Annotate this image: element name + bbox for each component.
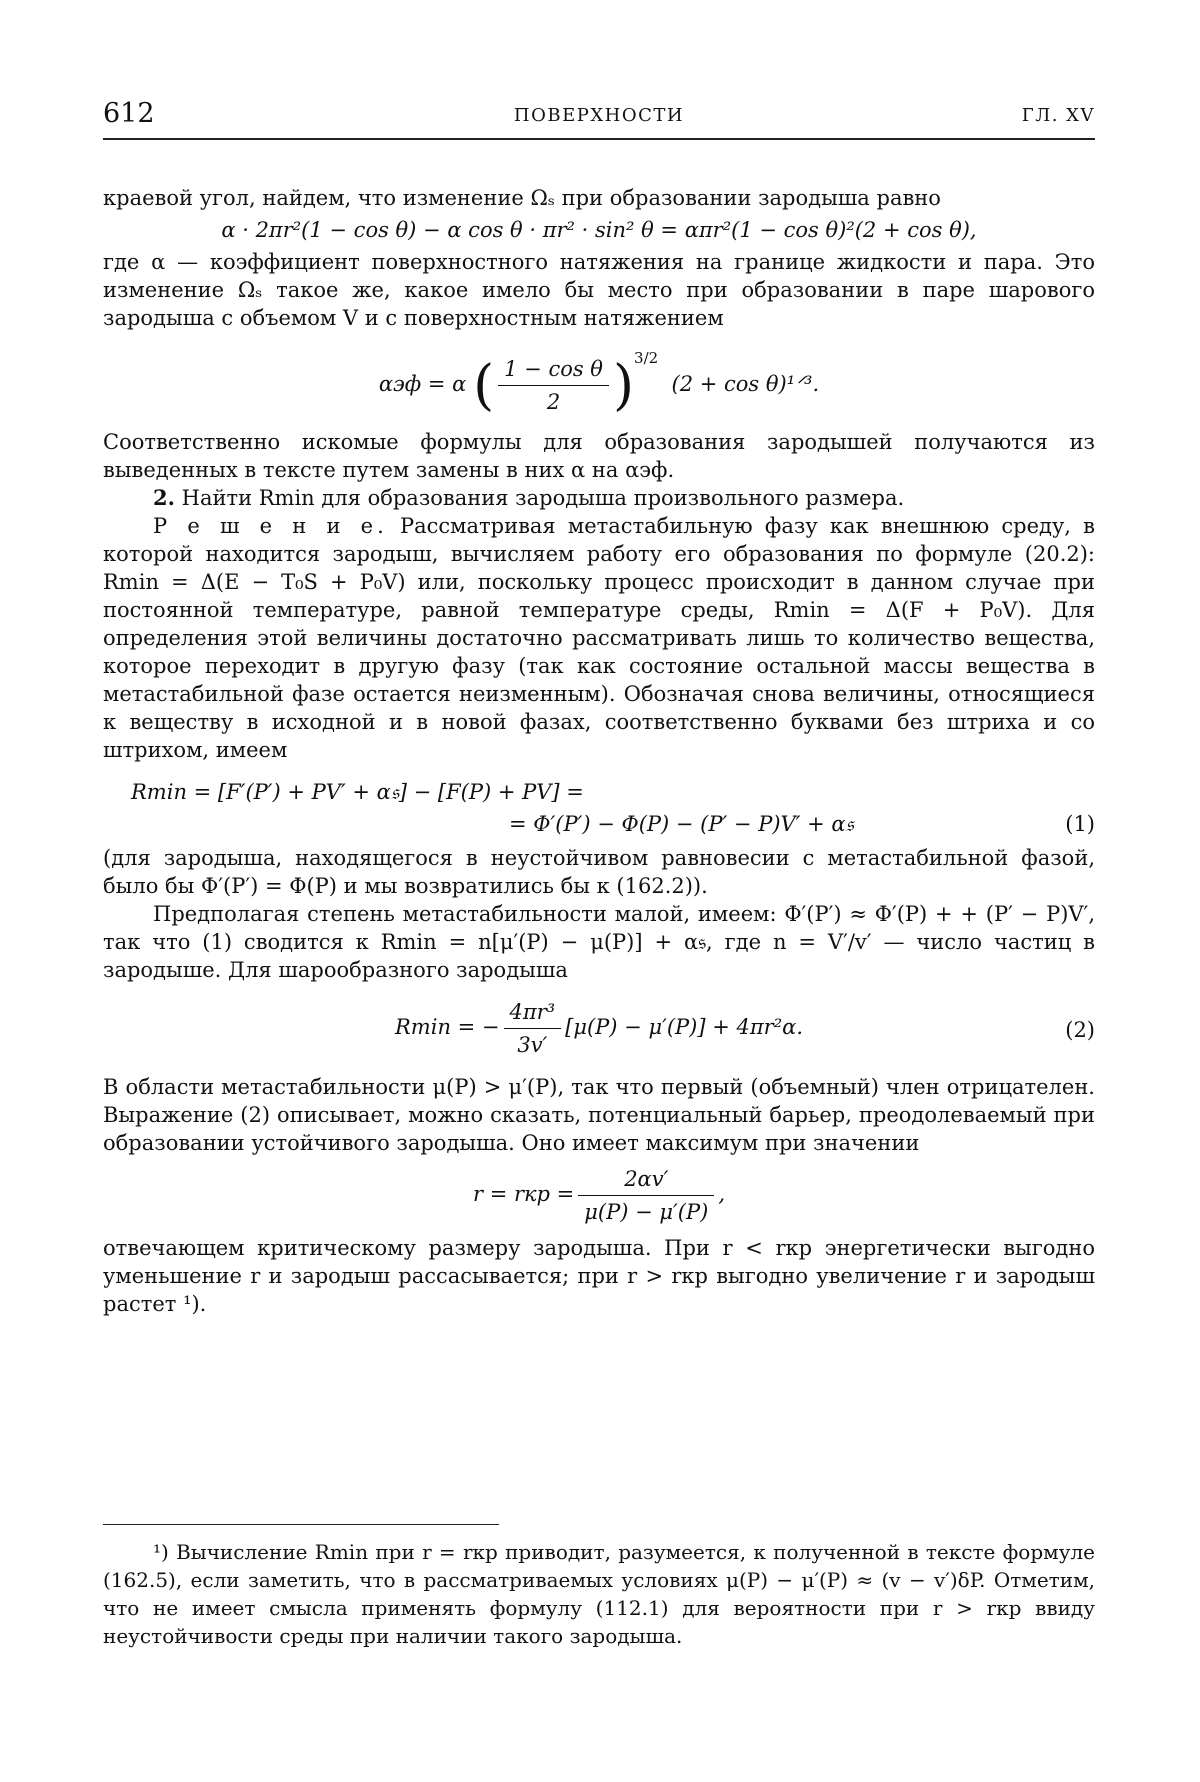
- eq3-line-2-text: = Φ′(P′) − Φ(P) − (P′ − P)V′ + α𝔰: [509, 812, 854, 836]
- eq2-rhs: (2 + cos θ)¹ᐟ³.: [671, 372, 820, 396]
- eq2-lhs: αэф = α: [378, 372, 467, 396]
- page-number: 612: [103, 98, 155, 129]
- solution-label: Р е ш е н и е.: [153, 514, 388, 538]
- eq4-lhs: Rmin = −: [395, 1015, 500, 1039]
- eq2-numerator: 1 − cos θ: [498, 355, 609, 386]
- paragraph-6: (для зародыша, находящегося в неустойчивом равновесии с метастабильной фазой, было бы Φ′(P′) = Φ(P) и мы возвратились бы к (162.2)).: [103, 846, 1095, 898]
- eq5-fraction: [578, 1165, 714, 1226]
- eq2-right-paren: ): [612, 353, 635, 417]
- solution-paragraph: [103, 512, 1095, 764]
- eq5-denominator: μ(P) − μ′(P): [584, 1200, 709, 1224]
- paragraph-7: Предполагая степень метастабильности малой, имеем: Φ′(P′) ≈ Φ′(P) + + (P′ − P)V′, так что (1) сводится к Rmin = n[μ′(P) − μ(P)] + α𝔰, где n = V′/v′ — число частиц в зародыше. Для шарообразного зародыша: [103, 902, 1095, 982]
- equation-rmin-sphere: [103, 998, 1095, 1059]
- eq2-fraction: [498, 355, 609, 416]
- equation-effective-tension: [103, 344, 1095, 416]
- page-body: [103, 184, 1095, 1318]
- eq2-power: 3/2: [634, 349, 659, 367]
- problem-2: [103, 484, 1095, 512]
- footnote-divider: [103, 1524, 499, 1525]
- eq4-rhs: [μ(P) − μ′(P)] + 4πr²α.: [565, 1015, 803, 1039]
- eq3-line-1: Rmin = [F′(P′) + PV′ + α𝔰] − [F(P) + PV] =: [131, 780, 584, 804]
- equation-surface-change: α · 2πr²(1 − cos θ) − α cos θ · πr² · sin² θ = απr²(1 − cos θ)²(2 + cos θ),: [221, 218, 977, 242]
- equation-rmin-block: [103, 778, 1095, 838]
- running-title: ПОВЕРХНОСТИ: [513, 105, 685, 126]
- eq2-left-paren: (: [473, 353, 495, 417]
- problem-number: 2.: [153, 485, 175, 510]
- equation-critical-radius: [103, 1165, 1095, 1226]
- solution-text: Рассматривая метастабильную фазу как внешнюю среду, в которой находится зародыш, вычисляем работу его образования по формуле (20.2): Rmin = Δ(E − T₀S + P₀V) или, поскольку процесс происходит в данном случае при постоянной температуре, равной температуре среды, Rmin = Δ(F + P₀V). Для определения этой величины достаточно рассматривать лишь то количество вещества, которое переходит в другую фазу (так как состояние остальной массы вещества в метастабильной фазе остается неизменным). Обозначая снова величины, относящиеся к веществу в исходной и в новой фазах, соответственно буквами без штриха и со штрихом, имеем: [103, 514, 1095, 762]
- eq3-line-2: [103, 810, 1095, 838]
- paragraph-8: В области метастабильности μ(P) > μ′(P), так что первый (объемный) член отрицателен. Выражение (2) описывает, можно сказать, потенциальный барьер, преодолеваемый при образовании устойчивого зародыша. Оно имеет максимум при значении: [103, 1075, 1095, 1155]
- chapter-label: ГЛ. XV: [1021, 105, 1095, 126]
- page-header: [103, 98, 1095, 140]
- eq5-rhs: ,: [718, 1182, 725, 1206]
- eq2-denominator: 2: [546, 390, 561, 414]
- equation-number-2: (2): [1065, 1018, 1095, 1042]
- eq5-lhs: r = rкр =: [472, 1182, 575, 1206]
- eq4-numerator: 4πr³: [504, 998, 562, 1029]
- problem-text: Найти Rmin для образования зародыша произвольного размера.: [181, 486, 905, 510]
- paragraph-1: краевой угол, найдем, что изменение Ωₛ при образовании зародыша равно: [103, 186, 941, 210]
- paragraph-2: где α — коэффициент поверхностного натяжения на границе жидкости и пара. Это изменение Ωₛ такое же, какое имело бы место при образовании в паре шарового зародыша с объемом V и с поверхностным натяжением: [103, 250, 1095, 330]
- eq5-numerator: 2αv′: [578, 1165, 714, 1196]
- paragraph-3: Соответственно искомые формулы для образования зародышей получаются из выведенных в тексте путем замены в них α на αэф.: [103, 430, 1095, 482]
- paragraph-9: отвечающем критическому размеру зародыша. При r < rкр энергетически выгодно уменьшение r и зародыш рассасывается; при r > rкр выгодно увеличение r и зародыш растет ¹).: [103, 1236, 1095, 1316]
- footnote: ¹) Вычисление Rmin при r = rкр приводит, разумеется, к полученной в тексте формуле (162.5), если заметить, что в рассматриваемых условиях μ(P) − μ′(P) ≈ (v − v′)δP. Отметим, что не имеет смысла применять формулу (112.1) для вероятности при r > rкр ввиду неустойчивости среды при наличии такого зародыша.: [103, 1540, 1095, 1648]
- eq4-denominator: 3v′: [517, 1033, 548, 1057]
- equation-number-1: (1): [1065, 812, 1095, 836]
- eq4-fraction: [504, 998, 562, 1059]
